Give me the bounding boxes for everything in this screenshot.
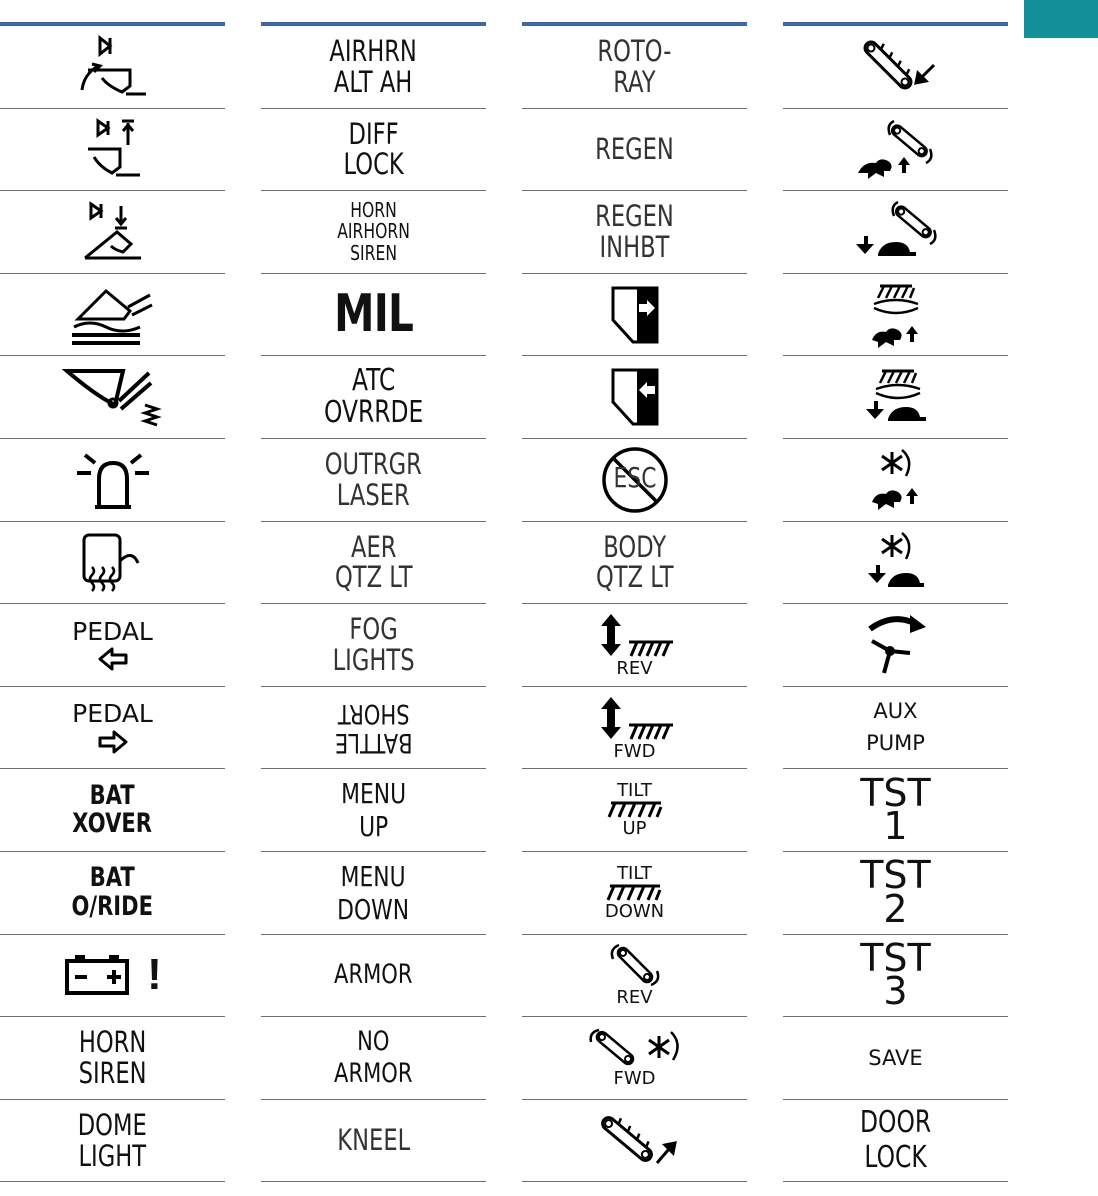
cell-outrgr-laser <box>261 439 486 522</box>
dome-light-label: DOME LIGHT <box>77 1107 148 1173</box>
door-lock-label: DOOR LOCK <box>859 1105 932 1175</box>
cell-tst-1 <box>783 769 1008 852</box>
plow-raise-icon <box>78 34 148 100</box>
roto-ray-label: ROTO- RAY <box>597 34 672 99</box>
conveyor-rotate-icon <box>607 943 663 987</box>
broom-rotate-fast-icon <box>866 282 926 348</box>
cell-plow-spring <box>0 356 225 439</box>
cell-body-qtz <box>522 522 747 605</box>
down-label: DOWN <box>604 900 665 922</box>
conveyor-spinner-icon <box>587 1028 683 1068</box>
pedal-label: PEDAL <box>72 616 153 646</box>
cell-conveyor-fast <box>783 109 1008 192</box>
cell-steer-knob <box>783 604 1008 687</box>
cell-plow-lift <box>0 109 225 192</box>
beacon-light-icon <box>75 449 151 511</box>
tilt-label: TILT <box>617 780 652 802</box>
cell-conveyor-fwd <box>522 1017 747 1100</box>
cell-menu-up <box>261 769 486 852</box>
rev-label: REV <box>616 657 653 679</box>
esc-label: ESC <box>613 460 656 494</box>
horn-airhorn-siren-label: HORN AIRHORN SIREN <box>337 198 410 265</box>
spinner-slow-icon <box>866 531 926 593</box>
rev-label: REV <box>616 987 653 1009</box>
outrgr-laser-label: OUTRGR LASER <box>324 447 423 512</box>
cell-conveyor-rev <box>522 935 747 1018</box>
tst-1-label: TST 1 <box>860 770 931 849</box>
column-2 <box>261 22 486 1182</box>
cell-battery-warning <box>0 935 225 1018</box>
broom-up-down-icon <box>595 612 675 658</box>
cell-menu-down <box>261 852 486 935</box>
plow-float-icon <box>70 283 156 347</box>
cell-diff-lock <box>261 109 486 192</box>
diff-lock-label: DIFF LOCK <box>343 116 404 182</box>
cell-broom-fwd <box>522 687 747 770</box>
cell-mil <box>261 274 486 357</box>
broom-icon <box>606 884 662 902</box>
armor-label: ARMOR <box>334 959 413 991</box>
cell-spinner-slow <box>783 522 1008 605</box>
menu-down-label: MENU DOWN <box>337 859 410 926</box>
cell-door-lock <box>783 1100 1008 1183</box>
cell-fog-lights <box>261 604 486 687</box>
cell-kneel <box>261 1100 486 1183</box>
arrow-right-icon <box>98 730 128 754</box>
cell-horn-airhorn-siren <box>261 191 486 274</box>
cell-tst-3 <box>783 935 1008 1018</box>
save-label: SAVE <box>868 1045 923 1070</box>
plow-lift-icon <box>82 117 144 181</box>
no-armor-label: NO ARMOR <box>334 1026 413 1089</box>
cell-conveyor-arrow <box>522 1100 747 1183</box>
battery-warning-icon <box>63 950 162 1000</box>
cell-door-right <box>522 274 747 357</box>
mil-label: MIL <box>334 284 413 345</box>
bat-oride-label: BAT O/RIDE <box>71 862 154 922</box>
heated-mirror-icon <box>80 531 146 593</box>
tst-2-label: TST 2 <box>860 853 931 931</box>
battle-short-label: BATTLE SHORT <box>334 698 413 759</box>
cell-spinner-fast <box>783 439 1008 522</box>
cell-tst-2 <box>783 852 1008 935</box>
cell-broom-rev <box>522 604 747 687</box>
broom-rotate-slow-icon <box>864 367 928 427</box>
atc-ovrrde-label: ATC OVRRDE <box>323 363 424 431</box>
tst-3-label: TST 3 <box>860 935 931 1014</box>
cell-tilt-down <box>522 852 747 935</box>
horn-siren-label: HORN SIREN <box>78 1025 147 1090</box>
door-open-right-icon <box>609 284 661 346</box>
cell-broom-rotate-fast <box>783 274 1008 357</box>
column-1 <box>0 22 225 1182</box>
conveyor-arrow-icon <box>593 1109 677 1173</box>
plow-lower-icon <box>81 200 145 264</box>
cell-regen <box>522 109 747 192</box>
door-open-left-icon <box>609 366 661 428</box>
up-label: UP <box>622 818 647 840</box>
conveyor-down-arrow-icon <box>854 35 938 99</box>
plow-spring-icon <box>65 365 161 429</box>
fwd-label: FWD <box>613 1067 656 1089</box>
arrow-left-icon <box>98 647 128 671</box>
cell-pedal-left <box>0 604 225 687</box>
broom-icon <box>607 801 663 819</box>
cell-roto-ray <box>522 26 747 109</box>
cell-no-esc <box>522 439 747 522</box>
fwd-label: FWD <box>613 740 656 762</box>
cell-beacon <box>0 439 225 522</box>
cell-atc-ovrrde <box>261 356 486 439</box>
airhrn-label: AIRHRN ALT AH <box>329 34 418 99</box>
broom-up-down-icon <box>595 695 675 741</box>
cell-tilt-up <box>522 769 747 852</box>
cell-pedal-right <box>0 687 225 770</box>
regen-inhbt-label: REGEN INHBT <box>595 199 674 264</box>
warning-mark: ! <box>147 950 162 1000</box>
conveyor-fast-icon <box>854 117 938 181</box>
cell-conveyor-down <box>783 26 1008 109</box>
cell-broom-rotate-slow <box>783 356 1008 439</box>
cell-armor <box>261 935 486 1018</box>
tilt-label: TILT <box>617 862 652 884</box>
regen-label: REGEN <box>595 132 674 167</box>
cell-heated-mirror <box>0 522 225 605</box>
menu-up-label: MENU UP <box>341 777 406 844</box>
cell-battle-short <box>261 687 486 770</box>
column-3 <box>522 22 747 1182</box>
cell-aer-qtz <box>261 522 486 605</box>
fog-lights-label: FOG LIGHTS <box>332 612 415 677</box>
cell-door-left <box>522 356 747 439</box>
no-esc-icon <box>601 446 669 514</box>
cell-aux-pump <box>783 687 1008 770</box>
pedal-label: PEDAL <box>72 699 153 729</box>
body-qtz-label: BODY QTZ LT <box>595 529 674 595</box>
cell-airhrn <box>261 26 486 109</box>
cell-dome-light <box>0 1100 225 1183</box>
cell-save <box>783 1017 1008 1100</box>
cell-plow-float <box>0 274 225 357</box>
spinner-fast-icon <box>870 448 922 512</box>
steer-knob-icon <box>864 613 928 677</box>
kneel-label: KNEEL <box>337 1123 410 1158</box>
section-tab <box>1024 0 1098 38</box>
cell-no-armor <box>261 1017 486 1100</box>
cell-regen-inhbt <box>522 191 747 274</box>
aux-pump-label: AUX PUMP <box>866 699 925 755</box>
cell-horn-siren <box>0 1017 225 1100</box>
cell-bat-oride <box>0 852 225 935</box>
cell-plow-raise <box>0 26 225 109</box>
cell-bat-xover <box>0 769 225 852</box>
cell-plow-lower <box>0 191 225 274</box>
aer-qtz-label: AER QTZ LT <box>334 529 413 595</box>
cell-conveyor-slow <box>783 191 1008 274</box>
conveyor-slow-icon <box>852 200 940 264</box>
column-4 <box>783 22 1008 1182</box>
bat-xover-label: BAT XOVER <box>72 779 153 840</box>
